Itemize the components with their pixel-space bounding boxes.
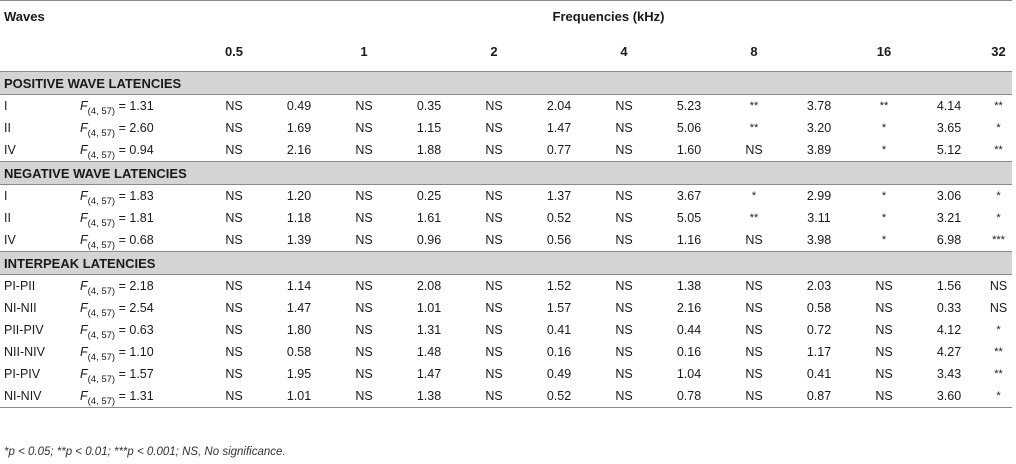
value-cell: 1.15 <box>416 121 442 135</box>
significance-cell: NS <box>615 389 633 403</box>
table-row <box>0 185 1012 208</box>
value-cell: 0.52 <box>546 211 572 225</box>
significance-cell: NS <box>355 345 373 359</box>
f-value: = 1.57 <box>118 367 154 381</box>
significance-cell: NS <box>225 211 243 225</box>
table-row <box>0 275 1012 298</box>
significance-cell: * <box>996 390 1001 402</box>
f-value: = 0.68 <box>118 233 154 247</box>
f-statistic <box>80 207 205 229</box>
value-cell: 1.18 <box>286 211 312 225</box>
significance-cell: NS <box>745 345 763 359</box>
significance-cell: NS <box>485 279 503 293</box>
significance-cell: NS <box>355 121 373 135</box>
significance-cell: NS <box>745 233 763 247</box>
f-degrees: (4, 57) <box>87 218 116 229</box>
value-cell: 0.16 <box>546 345 572 359</box>
f-symbol: F <box>80 323 88 337</box>
significance-cell: ** <box>879 100 889 112</box>
f-value: = 2.60 <box>118 121 154 135</box>
significance-cell: * <box>881 212 887 224</box>
table-row <box>0 319 1012 341</box>
f-value: = 1.10 <box>118 345 154 359</box>
value-cell: 5.06 <box>676 121 702 135</box>
f-symbol: F <box>80 345 88 359</box>
f-degrees: (4, 57) <box>87 150 116 161</box>
value-cell: 4.12 <box>936 323 962 337</box>
significance-cell: NS <box>485 389 503 403</box>
significance-cell: * <box>881 144 887 156</box>
significance-cell: NS <box>225 389 243 403</box>
value-cell: 0.49 <box>286 99 312 113</box>
value-cell: 0.33 <box>936 301 962 315</box>
table-row <box>0 385 1012 407</box>
significance-cell: NS <box>745 143 763 157</box>
significance-cell: NS <box>225 301 243 315</box>
value-cell: 0.25 <box>416 189 442 203</box>
f-symbol: F <box>80 389 88 403</box>
waves-header: Waves <box>0 1 80 32</box>
f-degrees: (4, 57) <box>87 286 116 297</box>
significance-cell: NS <box>355 233 373 247</box>
value-cell: 2.16 <box>676 301 702 315</box>
f-symbol: F <box>80 143 88 157</box>
f-statistic <box>80 319 205 341</box>
value-cell: 5.23 <box>676 99 702 113</box>
value-cell: 1.57 <box>546 301 572 315</box>
significance-cell: NS <box>875 323 893 337</box>
value-cell: 1.39 <box>286 233 312 247</box>
significance-cell: NS <box>615 189 633 203</box>
value-cell: 1.14 <box>286 279 312 293</box>
table-row <box>0 297 1012 319</box>
f-degrees: (4, 57) <box>87 240 116 251</box>
value-cell: 0.41 <box>546 323 572 337</box>
value-cell: 0.78 <box>676 389 702 403</box>
frequency-header: 0.5 <box>205 31 263 72</box>
value-cell: 3.21 <box>936 211 962 225</box>
f-statistic <box>80 185 205 208</box>
table-row <box>0 139 1012 162</box>
value-cell: 0.52 <box>546 389 572 403</box>
value-cell: 1.56 <box>936 279 962 293</box>
significance-cell: NS <box>225 367 243 381</box>
significance-cell: NS <box>485 345 503 359</box>
table-body <box>0 1 1012 408</box>
value-cell: 1.52 <box>546 279 572 293</box>
f-degrees: (4, 57) <box>87 128 116 139</box>
f-value: = 1.31 <box>118 389 154 403</box>
frequency-header: 8 <box>725 31 783 72</box>
section-header-row <box>0 72 1012 95</box>
value-cell: 3.06 <box>936 189 962 203</box>
value-cell: 2.03 <box>806 279 832 293</box>
significance-cell: NS <box>225 99 243 113</box>
value-cell: 4.14 <box>936 99 962 113</box>
value-cell: 0.96 <box>416 233 442 247</box>
section-title: INTERPEAK LATENCIES <box>0 252 1012 275</box>
significance-cell: NS <box>485 211 503 225</box>
significance-cell: NS <box>355 279 373 293</box>
section-header-row <box>0 162 1012 185</box>
significance-cell: NS <box>225 121 243 135</box>
frequency-header: 2 <box>465 31 523 72</box>
significance-cell: NS <box>875 279 893 293</box>
value-cell: 3.67 <box>676 189 702 203</box>
significance-cell: NS <box>615 143 633 157</box>
value-cell: 0.44 <box>676 323 702 337</box>
frequencies-header: Frequencies (kHz) <box>205 1 1012 32</box>
value-cell: 0.77 <box>546 143 572 157</box>
frequency-header: 32 <box>985 31 1012 72</box>
f-symbol: F <box>80 301 88 315</box>
wave-label: NII-NIV <box>4 345 45 359</box>
table-row <box>0 95 1012 118</box>
value-cell: 3.43 <box>936 367 962 381</box>
significance-cell: * <box>996 212 1001 224</box>
value-cell: 0.58 <box>806 301 832 315</box>
significance-cell: * <box>751 190 757 202</box>
value-cell: 1.60 <box>676 143 702 157</box>
significance-cell: ** <box>749 100 759 112</box>
value-cell: 0.87 <box>806 389 832 403</box>
f-symbol: F <box>80 99 88 113</box>
significance-cell: NS <box>989 301 1008 315</box>
f-value: = 1.31 <box>118 99 154 113</box>
value-cell: 5.05 <box>676 211 702 225</box>
wave-label: PI-PIV <box>4 367 41 381</box>
significance-cell: NS <box>615 301 633 315</box>
value-cell: 2.99 <box>806 189 832 203</box>
value-cell: 1.01 <box>286 389 312 403</box>
value-cell: 3.78 <box>806 99 832 113</box>
value-cell: 1.61 <box>416 211 442 225</box>
significance-cell: NS <box>745 389 763 403</box>
f-statistic <box>80 117 205 139</box>
significance-cell: NS <box>745 279 763 293</box>
value-cell: 2.08 <box>416 279 442 293</box>
f-degrees: (4, 57) <box>87 330 116 341</box>
value-cell: 0.58 <box>286 345 312 359</box>
value-cell: 0.35 <box>416 99 442 113</box>
significance-cell: NS <box>485 367 503 381</box>
value-cell: 1.48 <box>416 345 442 359</box>
significance-cell: NS <box>745 367 763 381</box>
wave-label: PI-PII <box>4 279 36 293</box>
value-cell: 1.01 <box>416 301 442 315</box>
f-statistic <box>80 275 205 298</box>
table-row <box>0 229 1012 252</box>
significance-cell: ** <box>994 346 1003 358</box>
significance-cell: NS <box>225 345 243 359</box>
significance-cell: * <box>881 234 887 246</box>
f-statistic <box>80 229 205 252</box>
significance-cell: NS <box>615 211 633 225</box>
f-degrees: (4, 57) <box>87 374 116 385</box>
significance-cell: NS <box>485 189 503 203</box>
significance-cell: * <box>996 190 1001 202</box>
significance-cell: NS <box>485 233 503 247</box>
value-cell: 1.88 <box>416 143 442 157</box>
f-value: = 0.94 <box>118 143 154 157</box>
header-row-2 <box>0 31 1012 72</box>
significance-cell: NS <box>355 367 373 381</box>
significance-cell: NS <box>615 99 633 113</box>
f-value: = 1.81 <box>118 211 154 225</box>
significance-cell: NS <box>615 121 633 135</box>
significance-cell: NS <box>615 323 633 337</box>
significance-cell: NS <box>485 323 503 337</box>
section-title: NEGATIVE WAVE LATENCIES <box>0 162 1012 185</box>
significance-cell: NS <box>485 99 503 113</box>
value-cell: 0.72 <box>806 323 832 337</box>
significance-cell: * <box>881 190 887 202</box>
table-row <box>0 207 1012 229</box>
f-degrees: (4, 57) <box>87 308 116 319</box>
wave-label: NI-NIV <box>4 389 42 403</box>
f-symbol: F <box>80 279 88 293</box>
significance-cell: NS <box>615 233 633 247</box>
f-symbol: F <box>80 211 88 225</box>
f-symbol: F <box>80 189 88 203</box>
significance-cell: * <box>996 324 1001 336</box>
value-cell: 1.31 <box>416 323 442 337</box>
value-cell: 2.16 <box>286 143 312 157</box>
value-cell: 0.49 <box>546 367 572 381</box>
section-header-row <box>0 252 1012 275</box>
value-cell: 3.89 <box>806 143 832 157</box>
value-cell: 4.27 <box>936 345 962 359</box>
significance-cell: ** <box>749 122 759 134</box>
value-cell: 0.56 <box>546 233 572 247</box>
value-cell: 1.95 <box>286 367 312 381</box>
value-cell: 3.11 <box>807 211 831 225</box>
significance-cell: NS <box>615 345 633 359</box>
f-degrees: (4, 57) <box>87 352 116 363</box>
value-cell: 1.37 <box>546 189 572 203</box>
f-degrees: (4, 57) <box>87 396 116 407</box>
wave-label: I <box>4 99 8 113</box>
f-symbol: F <box>80 121 88 135</box>
significance-cell: ** <box>994 100 1003 112</box>
significance-cell: NS <box>745 301 763 315</box>
value-cell: 1.69 <box>286 121 312 135</box>
f-value: = 2.54 <box>118 301 154 315</box>
table-row <box>0 341 1012 363</box>
f-degrees: (4, 57) <box>87 106 116 117</box>
significance-cell: NS <box>745 323 763 337</box>
wave-label: IV <box>4 143 16 157</box>
header-row-1 <box>0 1 1012 32</box>
value-cell: 0.41 <box>806 367 832 381</box>
value-cell: 1.17 <box>806 345 832 359</box>
significance-cell: NS <box>485 121 503 135</box>
significance-cell: NS <box>875 345 893 359</box>
significance-cell: NS <box>355 99 373 113</box>
significance-cell: NS <box>875 367 893 381</box>
f-value: = 2.18 <box>118 279 154 293</box>
significance-cell: NS <box>355 143 373 157</box>
significance-cell: NS <box>225 143 243 157</box>
f-statistic <box>80 363 205 385</box>
wave-label: II <box>4 121 11 135</box>
significance-cell: NS <box>355 189 373 203</box>
value-cell: 1.47 <box>546 121 572 135</box>
value-cell: 2.04 <box>546 99 572 113</box>
f-statistic <box>80 139 205 162</box>
value-cell: 3.65 <box>936 121 962 135</box>
frequency-header: 16 <box>855 31 913 72</box>
significance-cell: * <box>881 122 887 134</box>
value-cell: 1.38 <box>416 389 442 403</box>
f-value: = 1.83 <box>118 189 154 203</box>
significance-cell: NS <box>355 389 373 403</box>
wave-label: II <box>4 211 11 225</box>
significance-cell: NS <box>225 233 243 247</box>
value-cell: 3.98 <box>806 233 832 247</box>
significance-cell: *** <box>992 234 1005 246</box>
value-cell: 1.80 <box>286 323 312 337</box>
wave-label: I <box>4 189 8 203</box>
wave-label: PII-PIV <box>4 323 44 337</box>
f-statistic <box>80 341 205 363</box>
frequency-header: 4 <box>595 31 653 72</box>
significance-cell: * <box>996 122 1001 134</box>
f-degrees: (4, 57) <box>87 196 116 207</box>
significance-cell: NS <box>615 279 633 293</box>
f-value: = 0.63 <box>118 323 154 337</box>
f-symbol: F <box>80 233 88 247</box>
wave-label: IV <box>4 233 16 247</box>
f-statistic <box>80 297 205 319</box>
significance-cell: NS <box>225 189 243 203</box>
value-cell: 1.16 <box>676 233 702 247</box>
table-row <box>0 363 1012 385</box>
value-cell: 1.47 <box>286 301 312 315</box>
significance-cell: NS <box>485 301 503 315</box>
significance-cell: NS <box>355 301 373 315</box>
value-cell: 1.20 <box>286 189 312 203</box>
wave-label: NI-NII <box>4 301 37 315</box>
value-cell: 3.60 <box>936 389 962 403</box>
significance-cell: NS <box>875 389 893 403</box>
f-symbol: F <box>80 367 88 381</box>
value-cell: 1.38 <box>676 279 702 293</box>
significance-cell: NS <box>989 279 1008 293</box>
section-title: POSITIVE WAVE LATENCIES <box>0 72 1012 95</box>
value-cell: 5.12 <box>936 143 962 157</box>
significance-cell: NS <box>355 323 373 337</box>
significance-cell: ** <box>994 368 1003 380</box>
value-cell: 3.20 <box>806 121 832 135</box>
table-footnote: *p < 0.05; **p < 0.01; ***p < 0.001; NS, No significance. <box>4 446 286 458</box>
significance-cell: NS <box>225 323 243 337</box>
table-row <box>0 117 1012 139</box>
value-cell: 6.98 <box>936 233 962 247</box>
f-statistic <box>80 385 205 407</box>
value-cell: 0.16 <box>676 345 702 359</box>
significance-cell: NS <box>615 367 633 381</box>
significance-cell: ** <box>994 144 1003 156</box>
significance-cell: ** <box>749 212 759 224</box>
value-cell: 1.04 <box>676 367 702 381</box>
frequency-header: 1 <box>335 31 393 72</box>
significance-cell: NS <box>225 279 243 293</box>
significance-cell: NS <box>485 143 503 157</box>
value-cell: 1.47 <box>416 367 442 381</box>
significance-cell: NS <box>875 301 893 315</box>
significance-cell: NS <box>355 211 373 225</box>
f-statistic <box>80 95 205 118</box>
